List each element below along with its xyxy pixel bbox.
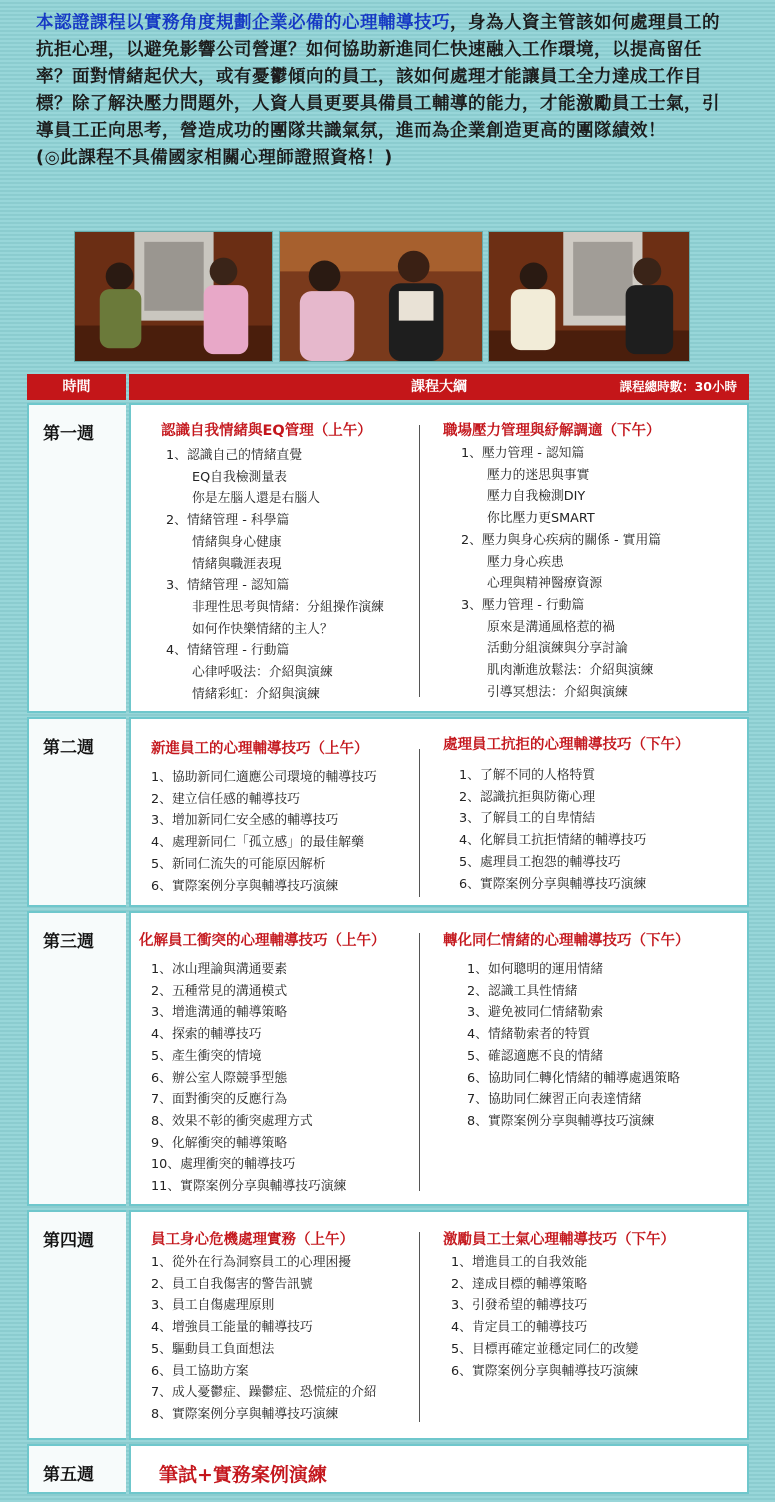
week-label: 第三週 bbox=[27, 911, 126, 1206]
afternoon-topic-list bbox=[451, 1252, 638, 1382]
topic-item: 2、建立信任感的輔導技巧 bbox=[151, 791, 300, 807]
topic-item: 5、產生衝突的情境 bbox=[151, 1048, 262, 1064]
morning-session-title: 認識自我情緒與EQ管理（上午） bbox=[161, 423, 372, 439]
topic-item: 3、員工自傷處理原則 bbox=[151, 1298, 275, 1314]
topic-subitem: 心律呼吸法：介紹與演練 bbox=[192, 665, 333, 681]
topic-item: 3、壓力管理 - 行動篇 bbox=[461, 597, 585, 613]
topic-item: 1、從外在行為洞察員工的心理困擾 bbox=[151, 1255, 352, 1270]
topic-item: 1、如何聰明的運用情緒 bbox=[467, 962, 604, 977]
class-photo-3 bbox=[488, 231, 690, 362]
topic-item: 1、了解不同的人格特質 bbox=[459, 768, 596, 783]
topic-item: 2、達成目標的輔導策略 bbox=[451, 1276, 588, 1292]
topic-item: 6、實際案例分享與輔導技巧演練 bbox=[459, 876, 647, 892]
topic-subitem: 情緒與身心健康 bbox=[192, 534, 282, 550]
header-total-hours: 課程總時數：30小時 bbox=[619, 379, 737, 394]
topic-item: 2、認識工具性情緒 bbox=[467, 983, 578, 999]
session-divider bbox=[419, 1232, 420, 1422]
afternoon-session-title: 轉化同仁情緒的心理輔導技巧（下午） bbox=[443, 933, 690, 949]
topic-item: 3、引發希望的輔導技巧 bbox=[451, 1298, 588, 1314]
topic-item: 5、確認適應不良的情緒 bbox=[467, 1048, 604, 1064]
week-content bbox=[129, 403, 749, 713]
topic-subitem: 壓力自我檢測DIY bbox=[487, 489, 586, 505]
topic-item: 3、了解員工的自卑情結 bbox=[459, 811, 596, 827]
morning-topic-list bbox=[151, 959, 346, 1198]
topic-item: 5、新同仁流失的可能原因解析 bbox=[151, 856, 326, 872]
topic-item: 8、實際案例分享與輔導技巧演練 bbox=[467, 1113, 655, 1129]
header-outline bbox=[129, 374, 749, 400]
session-divider bbox=[419, 933, 420, 1191]
topic-item: 4、肯定員工的輔導技巧 bbox=[451, 1320, 588, 1336]
topic-subitem: 壓力的迷思與事實 bbox=[487, 467, 590, 483]
final-exam-text: 筆試+實務案例演練 bbox=[159, 1464, 327, 1486]
topic-item: 2、認識抗拒與防衛心理 bbox=[459, 789, 596, 805]
topic-item: 2、員工自我傷害的警告訊號 bbox=[151, 1276, 313, 1292]
topic-item: 4、增強員工能量的輔導技巧 bbox=[151, 1320, 313, 1336]
topic-item: 6、員工協助方案 bbox=[151, 1363, 249, 1379]
topic-item: 6、辦公室人際競爭型態 bbox=[151, 1070, 288, 1086]
afternoon-session-title: 激勵員工士氣心理輔導技巧（下午） bbox=[443, 1232, 675, 1248]
class-photo-2 bbox=[279, 231, 483, 362]
topic-subitem: EQ自我檢測量表 bbox=[192, 469, 287, 485]
week-row bbox=[27, 1444, 749, 1494]
week-label: 第一週 bbox=[27, 403, 126, 713]
topic-item: 2、壓力與身心疾病的關係 - 實用篇 bbox=[461, 532, 662, 548]
header-outline-title: 課程大綱 bbox=[411, 379, 467, 395]
topic-item: 4、情緒管理 - 行動篇 bbox=[166, 643, 290, 659]
topic-subitem: 引導冥想法：介紹與演練 bbox=[487, 684, 628, 700]
afternoon-topic-list bbox=[467, 959, 680, 1133]
topic-subitem: 非理性思考與情緒：分組操作演練 bbox=[192, 599, 384, 615]
topic-item: 6、實際案例分享與輔導技巧演練 bbox=[451, 1363, 639, 1379]
topic-item: 1、認識自己的情緒直覺 bbox=[166, 448, 303, 463]
topic-item: 1、冰山理論與溝通要素 bbox=[151, 962, 288, 977]
topic-subitem: 你是左腦人還是右腦人 bbox=[192, 491, 320, 507]
session-divider bbox=[419, 425, 420, 697]
session-divider bbox=[419, 749, 420, 897]
topic-item: 7、協助同仁練習正向表達情緒 bbox=[467, 1092, 642, 1108]
intro-paragraph bbox=[36, 10, 736, 172]
week-row bbox=[27, 717, 749, 907]
week-content bbox=[129, 911, 749, 1206]
topic-item: 8、實際案例分享與輔導技巧演練 bbox=[151, 1406, 339, 1422]
topic-item: 4、處理新同仁「孤立感」的最佳解藥 bbox=[151, 835, 364, 851]
topic-item: 9、化解衝突的輔導策略 bbox=[151, 1135, 288, 1151]
topic-item: 4、化解員工抗拒情緒的輔導技巧 bbox=[459, 833, 647, 849]
morning-session-title: 員工身心危機處理實務（上午） bbox=[151, 1232, 354, 1248]
topic-item: 6、實際案例分享與輔導技巧演練 bbox=[151, 878, 339, 894]
week-label: 第五週 bbox=[27, 1444, 126, 1494]
intro-body: ，身為人資主管該如何處理員工的抗拒心理，以避免影響公司營運？如何協助新進同仁快速融入工作環境，以提高留任率？面對情緒起伏大，或有憂鬱傾向的員工，該如何處理才能讓員工全力達成工作目標？除了解決壓力問題外，人資人員更要具備員工輔導的能力，才能激勵員工士氣，引導員工正向思考，營造成功的團隊共識氣氛，進而為企業創造更高的團隊績效！ bbox=[36, 13, 720, 141]
topic-item: 3、情緒管理 - 認知篇 bbox=[166, 578, 290, 594]
topic-item: 1、協助新同仁適應公司環境的輔導技巧 bbox=[151, 770, 377, 785]
topic-item: 1、增進員工的自我效能 bbox=[451, 1255, 588, 1270]
header-time: 時間 bbox=[27, 374, 126, 400]
topic-item: 5、驅動員工負面想法 bbox=[151, 1341, 275, 1357]
morning-topic-list bbox=[151, 1252, 377, 1426]
topic-item: 4、探索的輔導技巧 bbox=[151, 1027, 262, 1043]
topic-item: 5、目標再確定並穩定同仁的改變 bbox=[451, 1341, 639, 1357]
week-label: 第二週 bbox=[27, 717, 126, 907]
topic-subitem: 活動分組演練與分享討論 bbox=[487, 641, 628, 657]
intro-highlight: 本認證課程以實務角度規劃企業必備的心理輔導技巧 bbox=[36, 13, 450, 33]
afternoon-topic-list bbox=[461, 443, 661, 703]
topic-item: 8、效果不彰的衝突處理方式 bbox=[151, 1113, 313, 1129]
morning-topic-list bbox=[166, 445, 384, 705]
morning-topic-list bbox=[151, 767, 377, 897]
topic-subitem: 心理與精神醫療資源 bbox=[487, 576, 603, 592]
morning-session-title: 化解員工衝突的心理輔導技巧（上午） bbox=[139, 933, 386, 949]
topic-item: 10、處理衝突的輔導技巧 bbox=[151, 1157, 296, 1173]
intro-note: (◎此課程不具備國家相關心理師證照資格！) bbox=[36, 148, 393, 168]
week-row bbox=[27, 403, 749, 713]
afternoon-session-title: 處理員工抗拒的心理輔導技巧（下午） bbox=[443, 737, 690, 753]
topic-subitem: 情緒與職涯表現 bbox=[192, 556, 282, 572]
week-content bbox=[129, 717, 749, 907]
topic-item: 3、增加新同仁安全感的輔導技巧 bbox=[151, 813, 339, 829]
topic-subitem: 肌肉漸進放鬆法：介紹與演練 bbox=[487, 663, 654, 679]
topic-subitem: 原來是溝通風格惹的禍 bbox=[487, 619, 615, 635]
topic-item: 2、五種常見的溝通模式 bbox=[151, 983, 288, 999]
topic-item: 6、協助同仁轉化情緒的輔導處遇策略 bbox=[467, 1070, 680, 1086]
topic-item: 4、情緒勒索者的特質 bbox=[467, 1027, 591, 1043]
week-row bbox=[27, 911, 749, 1206]
afternoon-topic-list bbox=[459, 765, 646, 895]
topic-subitem: 如何作快樂情緒的主人？ bbox=[192, 621, 333, 637]
topic-item: 11、實際案例分享與輔導技巧演練 bbox=[151, 1179, 347, 1195]
topic-subitem: 壓力身心疾患 bbox=[487, 554, 564, 570]
topic-subitem: 情緒彩虹：介紹與演練 bbox=[192, 686, 320, 702]
topic-item: 7、成人憂鬱症、躁鬱症、恐慌症的介紹 bbox=[151, 1385, 377, 1401]
week-label: 第四週 bbox=[27, 1210, 126, 1440]
afternoon-session-title: 職場壓力管理與紓解調適（下午） bbox=[443, 423, 661, 439]
week-content bbox=[129, 1210, 749, 1440]
topic-item: 7、面對衝突的反應行為 bbox=[151, 1092, 288, 1108]
topic-item: 3、避免被同仁情緒勒索 bbox=[467, 1005, 604, 1021]
topic-item: 3、增進溝通的輔導策略 bbox=[151, 1005, 288, 1021]
topic-item: 2、情緒管理 - 科學篇 bbox=[166, 513, 290, 529]
class-photo-1 bbox=[74, 231, 273, 362]
topic-item: 5、處理員工抱怨的輔導技巧 bbox=[459, 854, 621, 870]
topic-item: 1、壓力管理 - 認知篇 bbox=[461, 446, 585, 461]
week-content bbox=[129, 1444, 749, 1494]
photo-strip bbox=[74, 231, 690, 362]
week-row bbox=[27, 1210, 749, 1440]
morning-session-title: 新進員工的心理輔導技巧（上午） bbox=[151, 741, 369, 757]
topic-subitem: 你比壓力更SMART bbox=[487, 511, 595, 527]
